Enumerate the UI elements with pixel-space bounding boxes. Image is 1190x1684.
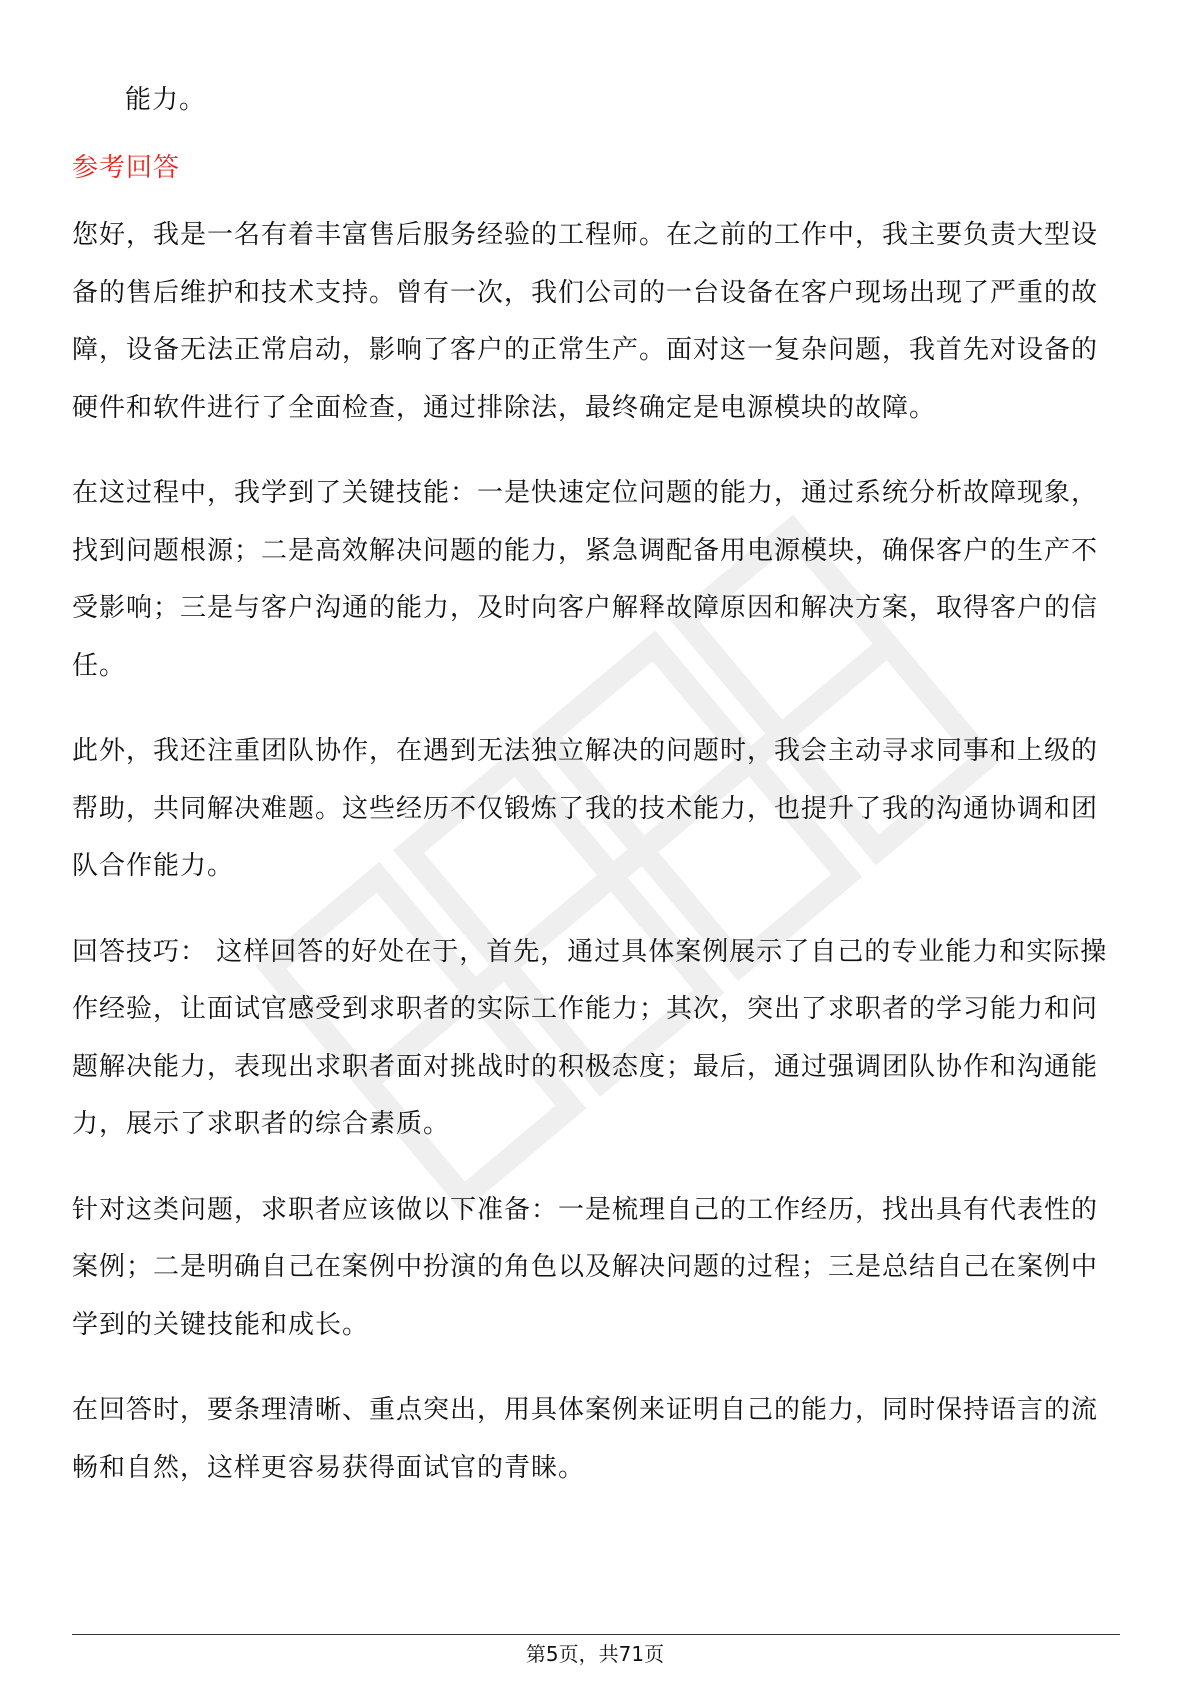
- paragraph-preparation: 针对这类问题，求职者应该做以下准备：一是梳理自己的工作经历，找出具有代表性的案例；二是明确自己在案例中扮演的角色以及解决问题的过程；三是总结自己在案例中学到的关键技能和成长。: [72, 1194, 1099, 1340]
- footer-divider: [72, 1634, 1120, 1635]
- continuation-fragment: 能力。: [125, 85, 207, 115]
- paragraph-skills-learned: 在这过程中，我学到了关键技能：一是快速定位问题的能力，通过系统分析故障现象，找到问题根源；二是高效解决问题的能力，紧急调配备用电源模块，确保客户的生产不受影响；三是与客户沟通的能力，及时向客户解释故障原因和解决方案，取得客户的信任。: [72, 478, 1099, 681]
- paragraph-closing-advice: 在回答时，要条理清晰、重点突出，用具体案例来证明自己的能力，同时保持语言的流畅和自然，这样更容易获得面试官的青睐。: [72, 1395, 1099, 1483]
- paragraph-experience: 您好，我是一名有着丰富售后服务经验的工程师。在之前的工作中，我主要负责大型设备的售后维护和技术支持。曾有一次，我们公司的一台设备在客户现场出现了严重的故障，设备无法正常启动，影响了客户的正常生产。面对这一复杂问题，我首先对设备的硬件和软件进行了全面检查，通过排除法，最终确定是电源模块的故障。: [72, 220, 1099, 423]
- section-heading-reference-answer: 参考回答: [72, 152, 181, 183]
- page-number: 第5页，共71页: [525, 1642, 665, 1666]
- paragraph-teamwork: 此外，我还注重团队协作，在遇到无法独立解决的问题时，我会主动寻求同事和上级的帮助，共同解决难题。这些经历不仅锻炼了我的技术能力，也提升了我的沟通协调和团队合作能力。: [72, 736, 1099, 881]
- paragraph-answer-tips: 回答技巧： 这样回答的好处在于，首先，通过具体案例展示了自己的专业能力和实际操作经验，让面试官感受到求职者的实际工作能力；其次，突出了求职者的学习能力和问题解决能力，表现出求职者面对挑战时的积极态度；最后，通过强调团队协作和沟通能力，展示了求职者的综合素质。: [72, 936, 1108, 1139]
- document-body: [72, 72, 1122, 1497]
